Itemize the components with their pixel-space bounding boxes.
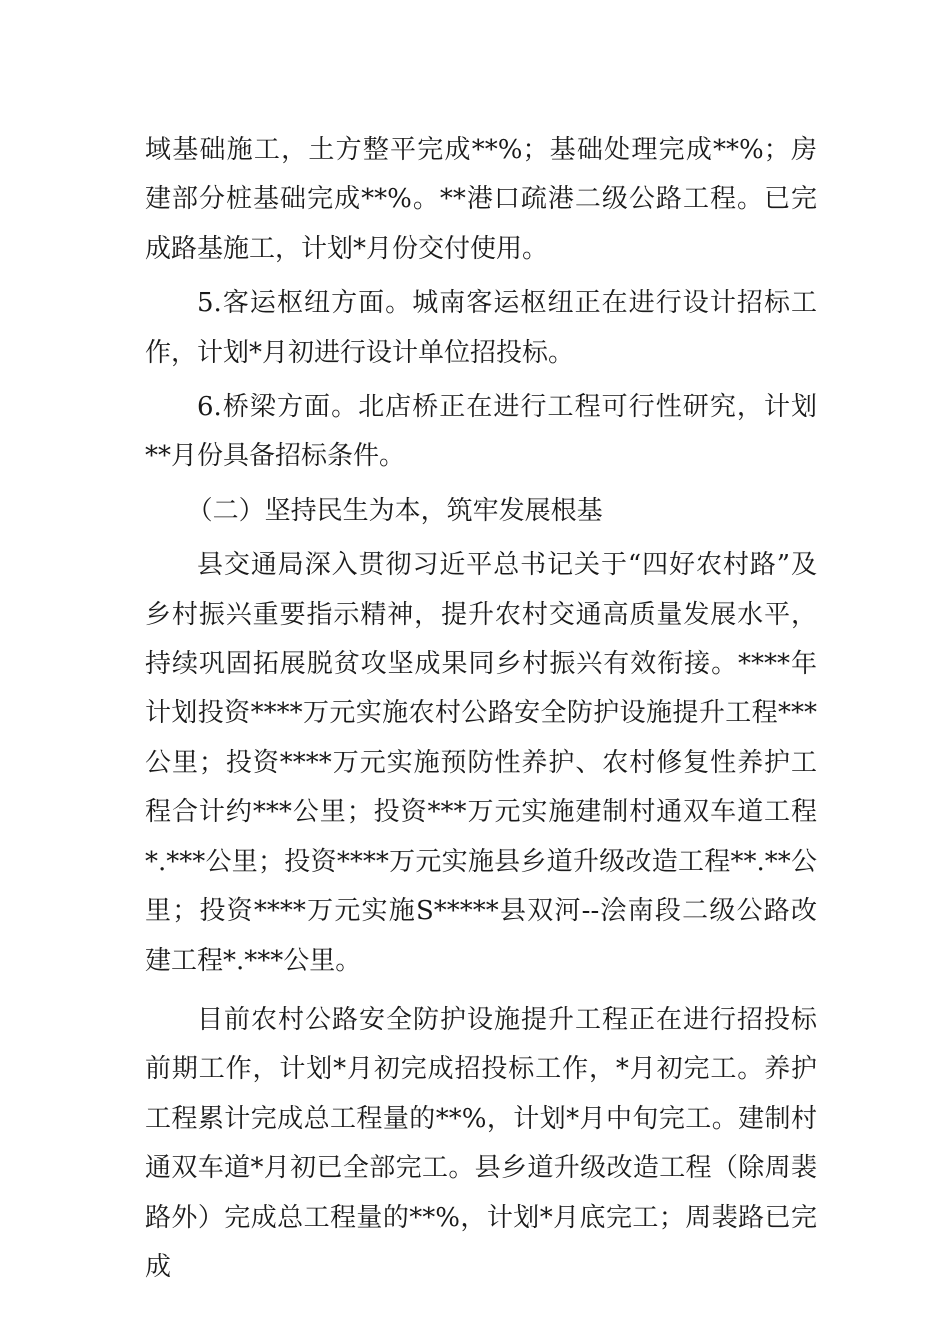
document-body (145, 126, 817, 1292)
paragraph-continuation: 域基础施工，土方整平完成**%；基础处理完成**%；房建部分桩基础完成**%。**港口疏港二级公路工程。已完成路基施工，计划*月份交付使用。 (145, 135, 817, 264)
paragraph-progress: 目前农村公路安全防护设施提升工程正在进行招投标前期工作，计划*月初完成招投标工作，*月初完工。养护工程累计完成总工程量的**%，计划*月中旬完工。建制村通双车道*月初已全部完工。县乡道升级改造工程（除周裴路外）完成总工程量的**%，计划*月底完工；周裴路已完成 (145, 1004, 817, 1282)
paragraph-rural-roads: 县交通局深入贯彻习近平总书记关于“四好农村路”及乡村振兴重要指示精神，提升农村交通高质量发展水平，持续巩固拓展脱贫攻坚成果同乡村振兴有效衔接。****年计划投资****万元实施农村公路安全防护设施提升工程***公里；投资****万元实施预防性养护、农村修复性养护工程合计约***公里；投资***万元实施建制村通双车道工程*.***公里；投资****万元实施县乡道升级改造工程**.**公里；投资****万元实施S*****县双河--浍南段二级公路改建工程*.***公里。 (145, 550, 817, 976)
paragraph-bridge: 6.桥梁方面。北店桥正在进行工程可行性研究，计划**月份具备招标条件。 (145, 392, 817, 472)
section-heading: （二）坚持民生为本，筑牢发展根基 (186, 495, 603, 526)
paragraph-passenger-hub: 5.客运枢纽方面。城南客运枢纽正在进行设计招标工作，计划*月初进行设计单位招投标。 (145, 288, 817, 368)
